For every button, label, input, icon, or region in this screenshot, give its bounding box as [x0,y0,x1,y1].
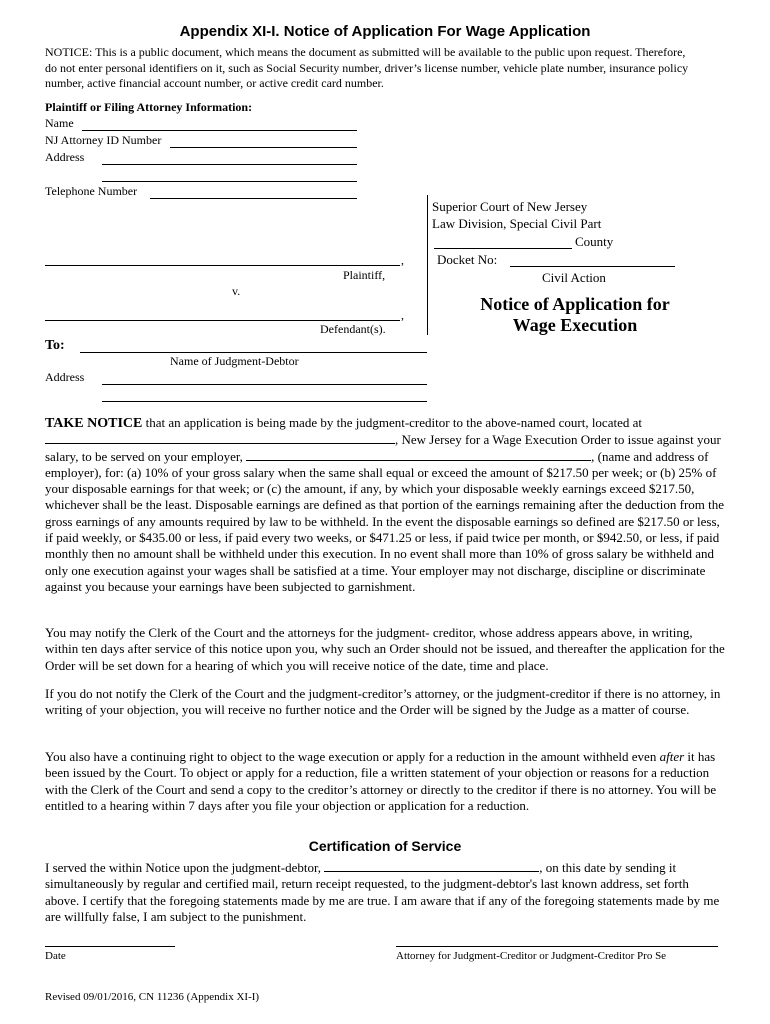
docket-field[interactable] [510,266,675,267]
served-debtor-field[interactable] [324,860,539,872]
document-title-line2: Wage Execution [512,315,638,335]
plaintiff-name-field[interactable] [45,265,400,266]
debtor-address-field-line2[interactable] [102,401,427,402]
take-notice-paragraph [45,415,725,595]
judgment-debtor-label: Name of Judgment-Debtor [170,354,299,368]
address-label: Address [45,150,85,164]
court-location-field[interactable] [45,432,395,444]
docket-label: Docket No: [437,252,498,267]
date-label: Date [45,950,66,962]
notice-text: : This is a public document, which means the document as submitted will be available to the public upon request. Therefore, do not enter personal identifiers on it, such as Social Security number, driver’s license number, vehicle plate number, insurance policy number, active financial account number, or active credit card number. [45,45,689,90]
date-field[interactable] [45,946,175,947]
attorney-signature-field[interactable] [396,946,718,947]
plaintiff-label: Plaintiff, [343,268,386,282]
take-notice-text-3: , (name and address of employer), for: (a) 10% of your gross salary when the same shall equal or exceed the amount of $217.50 per week; or (b) 25% of your disposable earnings for that week; or (c) the amount, if any, by which your disposable weekly earnings exceed $217.50, whichever shall be the least. Disposable earnings are defined as that portion of the earnings remaining after the deduction from the gross earnings of any amounts required by law to be withheld. In the event the disposable earnings so defined are $217.50 or less, if paid weekly, or $435.00 or less, if paid every two weeks, or $471.25 or less, if paid twice per month, or $942.50, or less, if paid monthly then no amount shall be withheld under this execution. In no event shall more than 10% of gross salary be withheld and only one execution against your wages shall be satisfied at a time. Your employer may not discharge, discipline or discriminate against you because your earnings have been subjected to garnishment. [45,448,725,594]
take-notice-text-2: , New Jersey for a Wage Execution Order to issue against your salary, to be served on your employer, [45,432,721,464]
page-title: Appendix XI-I. Notice of Application For Wage Application [179,23,591,40]
continuing-right-text-1: You also have a continuing right to object to the wage execution or apply for a reduction in the amount withheld even [45,749,660,764]
continuing-right-paragraph [45,749,725,814]
defendant-comma: , [401,308,404,322]
judgment-debtor-name-field[interactable] [80,352,427,353]
address-field-line2[interactable] [102,181,357,182]
name-label: Name [45,116,74,130]
attorney-id-label: NJ Attorney ID Number [45,133,162,147]
telephone-label: Telephone Number [45,184,138,198]
county-field[interactable] [434,248,572,249]
revision-footer: Revised 09/01/2016, CN 11236 (Appendix XI-I) [45,991,260,1003]
debtor-address-field-line1[interactable] [102,384,427,385]
attorney-signature-label: Attorney for Judgment-Creditor or Judgment-Creditor Pro Se [396,950,667,962]
debtor-address-label: Address [45,370,85,384]
versus-label: v. [232,284,241,298]
employer-field[interactable] [246,449,591,461]
court-division: Law Division, Special Civil Part [432,216,602,231]
privacy-notice [45,45,695,92]
address-field-line1[interactable] [102,164,357,165]
take-notice-heading: TAKE NOTICE [45,416,143,431]
certification-text-1: I served the within Notice upon the judgment-debtor, [45,860,325,875]
caption-divider [427,195,428,335]
plaintiff-info-heading: Plaintiff or Filing Attorney Information: [45,100,253,114]
certification-paragraph [45,860,725,925]
attorney-id-field[interactable] [170,147,357,148]
continuing-right-text-2: it has been issued by the Court. To object or apply for a reduction, file a written statement of your objection or reasons for a reduction with the Clerk of the Court and send a copy to the creditor’s attorney or directly to the creditor if there is no attorney. You will be entitled to a hearing within 7 days after you file your objection or application for a reduction. [45,749,717,813]
defendant-label: Defendant(s). [320,322,386,336]
no-objection-paragraph: If you do not notify the Clerk of the Court and the judgment-creditor’s attorney, or the judgment-creditor if there is no attorney, in writing of your objection, you will receive no further notice and the Order will be signed by the Judge as a matter of course. [45,686,721,718]
notice-label: NOTICE [45,45,89,59]
telephone-field[interactable] [150,198,357,199]
document-title [430,294,720,336]
name-field[interactable] [82,130,357,131]
court-name: Superior Court of New Jersey [432,199,588,214]
county-label: County [575,234,614,249]
civil-action-label: Civil Action [542,270,606,285]
take-notice-text-1: that an application is being made by the judgment-creditor to the above-named court, located at [142,415,642,430]
certification-title: Certification of Service [308,838,462,854]
notify-clerk-paragraph: You may notify the Clerk of the Court and the attorneys for the judgment- creditor, whose address appears above, in writing, within ten days after service of this notice upon you, why such an Order should not be issued, and thereafter the application for the Order will be set down for a hearing of which you will receive notice of the date, time and place. [45,625,725,673]
continuing-right-italic: after [659,749,685,764]
document-title-line1: Notice of Application for [480,294,670,314]
plaintiff-comma: , [401,253,404,267]
to-label: To: [45,338,65,353]
certification-text-2: , on this date by sending it simultaneously by regular and certified mail, return receipt requested, to the judgment-debtor's last known address, set forth above. I certify that the foregoing statements made by me are true. I am aware that if any of the foregoing statements made by me are willfully false, I am subject to the punishment. [45,860,720,924]
defendant-name-field[interactable] [45,320,400,321]
